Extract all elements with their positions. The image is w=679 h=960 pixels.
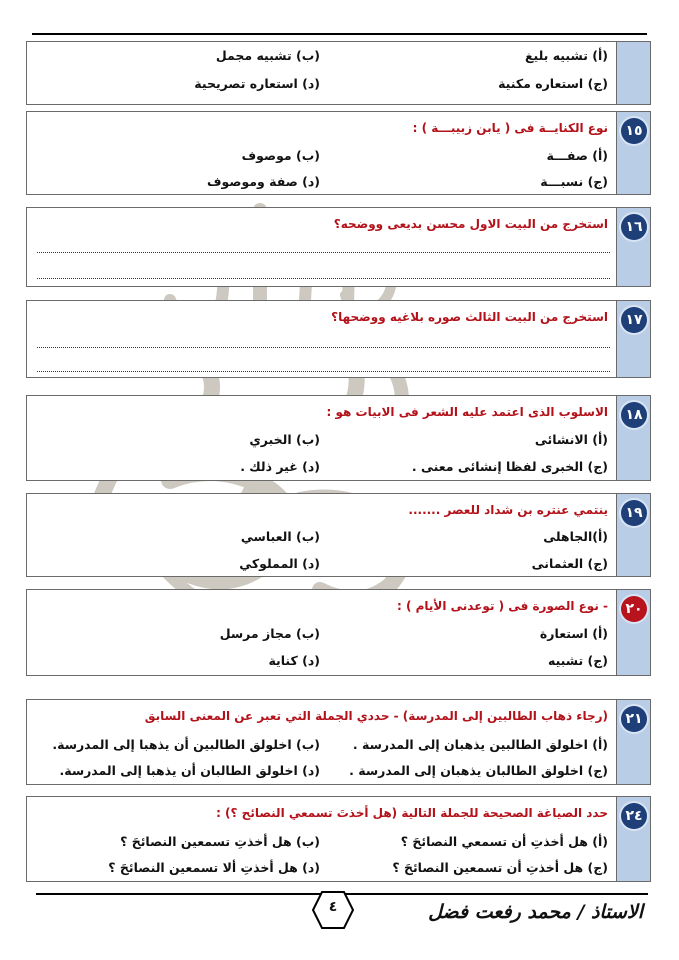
option-a[interactable]: (أ) استعارة (539, 626, 608, 641)
option-b[interactable]: (ب) تشبيه مجمل (215, 48, 320, 63)
question-title: استخرج من البيت الاول محسن بديعى ووضحه؟ (333, 217, 608, 231)
question-number-badge: ٢١ (621, 706, 647, 732)
option-d[interactable]: (د) صفة وموصوف (207, 174, 320, 189)
option-a[interactable]: (أ)الجاهلى (543, 529, 608, 544)
question-title: (رجاء ذهاب الطالبين إلى المدرسة) - حددي الجملة التي تعبر عن المعنى السابق (144, 709, 608, 723)
option-a[interactable]: (أ) صفـــة (546, 148, 608, 163)
question-number-badge: ١٩ (621, 500, 647, 526)
side-panel (616, 494, 650, 576)
option-c[interactable]: (ج) العثمانى (531, 556, 608, 571)
question-title: الاسلوب الذى اعتمد عليه الشعر فى الابيات هو : (326, 405, 608, 419)
question-title: - نوع الصورة فى ( توعدنى الأيام ) : (396, 599, 608, 613)
question-title: استخرج من البيت الثالث صوره بلاغيه ووضحها؟ (331, 310, 608, 324)
option-c[interactable]: (ج) اخلولق الطالبان يذهبان إلى المدرسة . (349, 763, 608, 778)
option-d[interactable]: (د) هل أخذتِ ألا تسمعين النصائحَ ؟ (108, 860, 320, 875)
question-24 (26, 796, 651, 882)
question-21 (26, 699, 651, 785)
author-signature: الاستاذ / محمد رفعت فضل (428, 901, 643, 923)
question-title: حدد الصياغة الصحيحة للجملة التالية (هل أخذتَ تسمعي النصائح ؟) : (216, 806, 608, 820)
option-b[interactable]: (ب) هل أخذتِ تسمعين النصائحَ ؟ (120, 834, 320, 849)
side-panel (616, 208, 650, 286)
question-number-badge: ١٧ (621, 307, 647, 333)
question-partial (26, 41, 651, 105)
question-number-badge: ٢٤ (621, 803, 647, 829)
top-rule (32, 33, 647, 35)
question-title: نوع الكنايــة فى ( يابن زبيبـــة ) : (412, 121, 608, 135)
option-b[interactable]: (ب) مجاز مرسل (219, 626, 320, 641)
option-d[interactable]: (د) استعاره تصريحية (194, 76, 320, 91)
answer-line[interactable] (37, 252, 610, 253)
option-a[interactable]: (أ) هل أخذتِ أن تسمعي النصائحَ ؟ (400, 834, 608, 849)
question-18 (26, 395, 651, 481)
option-d[interactable]: (د) غير ذلك . (240, 459, 320, 474)
option-b[interactable]: (ب) اخلولق الطالبين أن يذهبا إلى المدرسة. (52, 737, 320, 752)
option-c[interactable]: (ج) نسبـــة (540, 174, 608, 189)
answer-line[interactable] (37, 278, 610, 279)
option-c[interactable]: (ج) تشبيه (548, 653, 608, 668)
question-number-badge: ١٥ (621, 118, 647, 144)
side-panel (616, 396, 650, 480)
question-number-badge: ١٦ (621, 214, 647, 240)
side-panel (616, 590, 650, 675)
option-d[interactable]: (د) اخلولق الطالبان أن يذهبا إلى المدرسة. (59, 763, 320, 778)
side-panel (616, 797, 650, 881)
question-20 (26, 589, 651, 676)
page-number: ٤ (328, 899, 338, 915)
answer-line[interactable] (37, 371, 610, 372)
option-a[interactable]: (أ) اخلولق الطالبين يذهبان إلى المدرسة . (352, 737, 608, 752)
answer-line[interactable] (37, 347, 610, 348)
option-a[interactable]: (أ) الانشائى (534, 432, 608, 447)
option-c[interactable]: (ج) استعاره مكنية (498, 76, 608, 91)
option-d[interactable]: (د) المملوكي (239, 556, 320, 571)
question-19 (26, 493, 651, 577)
question-17 (26, 300, 651, 378)
option-b[interactable]: (ب) العباسي (240, 529, 320, 544)
question-title: ينتمي عنتره بن شداد للعصر ....... (408, 503, 608, 517)
side-panel (616, 700, 650, 784)
option-c[interactable]: (ج) الخبرى لفظا إنشائى معنى . (411, 459, 608, 474)
side-panel (616, 301, 650, 377)
question-16 (26, 207, 651, 287)
question-number-badge: ٢٠ (621, 596, 647, 622)
option-a[interactable]: (أ) تشبيه بليغ (524, 48, 608, 63)
side-panel (616, 42, 650, 104)
option-b[interactable]: (ب) موصوف (241, 148, 320, 163)
option-d[interactable]: (د) كناية (268, 653, 320, 668)
side-panel (616, 112, 650, 194)
question-15 (26, 111, 651, 195)
option-b[interactable]: (ب) الخبري (249, 432, 320, 447)
option-c[interactable]: (ج) هل أخذتِ أن تسمعين النصائحَ ؟ (392, 860, 608, 875)
question-number-badge: ١٨ (621, 402, 647, 428)
